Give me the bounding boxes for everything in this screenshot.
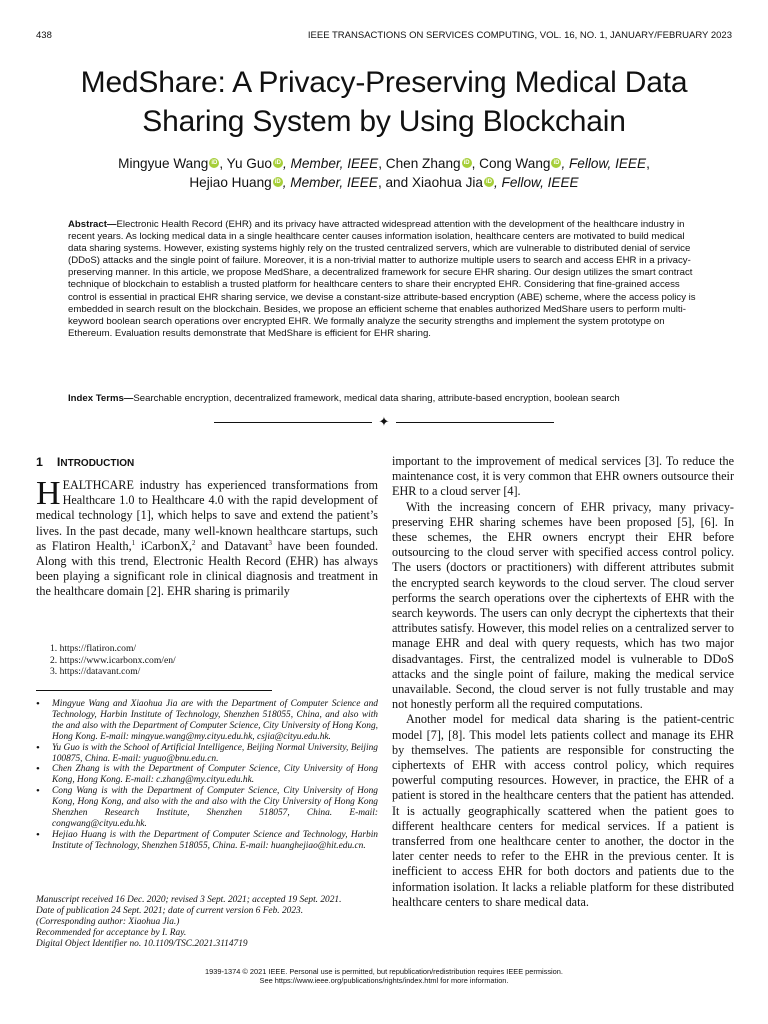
author-line-2 bbox=[40, 173, 728, 192]
footnote-ref[interactable]: 3 bbox=[268, 538, 272, 547]
paragraph-text: and Datavant bbox=[195, 538, 269, 553]
author-separator: , bbox=[378, 156, 386, 171]
affiliation-item: • Mingyue Wang and Xiaohua Jia are with the Department of Computer Science and Technology, Harbin Institute of Technology, Shenzhen 518055, China, and also with the and also with the Department of Computer Science, City University of Hong Kong, Hong Kong. E-mail: mingyue.wang@my.cityu.edu.hk, csjia@cityu.edu.hk. bbox=[36, 699, 378, 743]
manuscript-info bbox=[36, 895, 378, 950]
divider-rule-left bbox=[214, 422, 372, 423]
intro-paragraph-2: important to the improvement of medical services [3]. To reduce the maintenance cost, it is very common that EHR owners outsource their EHR to a cloud server [4]. bbox=[392, 454, 734, 499]
manuscript-line: Digital Object Identifier no. 10.1109/TSC.2021.3114719 bbox=[36, 938, 248, 949]
footnote-link[interactable]: 1. https://flatiron.com/ bbox=[50, 643, 137, 654]
affiliation-item: • Hejiao Huang is with the Department of Computer Science and Technology, Harbin Institute of Technology, Shenzhen 518055, China. E-mail: huanghejiao@hit.edu.cn. bbox=[36, 830, 378, 852]
author-name: Cong Wang bbox=[479, 156, 551, 171]
divider-star-icon: ✦ bbox=[378, 414, 390, 429]
footnote-link[interactable]: 2. https://www.icarbonx.com/en/ bbox=[50, 654, 176, 666]
orcid-icon[interactable]: iD bbox=[275, 160, 281, 166]
drop-cap: H bbox=[36, 475, 61, 512]
manuscript-line: Manuscript received 16 Dec. 2020; revised 3 Sept. 2021; accepted 19 Sept. 2021. bbox=[36, 895, 342, 905]
smallcaps-word: EALTHCARE bbox=[62, 478, 134, 492]
index-terms-label: Index Terms— bbox=[68, 393, 134, 404]
abstract-text: Electronic Health Record (EHR) and its privacy have attracted widespread attention with the development of the healthcare industry in recent years. As locking medical data in a single healthcare center causes information isolation, healthcare centers are motivated to build medical data sharing systems. However, existing systems highly rely on the trusted centralized servers, which are vulnerable to distributed denial of service (DDoS) attacks and the single point of failure. Moreover, it is a non-trivial matter to authorize multiple users to search and access EHR in a privacy-preserving manner. In this article, we propose MedShare, a decentralized framework for secure EHR sharing. Our design utilizes the smart contract technique of blockchain to establish a trusted platform for healthcare centers to share their encrypted EHR. Considering that fine-grained access control is essential in practical EHR sharing service, we devise a constant-size attribute-based encryption (ABE) scheme, where the access policy is embedded in search result on the blockchain. Besides, we propose an efficient scheme that enables authorized MedShare users to perform multi-keyword boolean search operations over encrypted EHR. We formally analyze the security strengths and implement the system prototype on Ethereum. Evaluation results demonstrate that MedShare is efficient for EHR sharing. bbox=[68, 219, 696, 339]
section-title-initial: I bbox=[56, 455, 61, 469]
intro-paragraph-4: Another model for medical data sharing is the patient-centric model [7], [8]. This model lets patients collect and manage its EHR by themselves. The patients are responsible for constructing the ciphertexts of EHR with access control policy, which requires powerful computing resources. However, in practice, the EHR of a patient is stored in the healthcare centers that the patient has attended. It is actually geographically scattered when the patient goes to different healthcare centers for medical services. If a patient is transferred from one healthcare center to another, the doctor in the later center needs to refer to the EHR in the previous center. It is inefficient to access EHR for both doctors and patients due to the information isolation. It lacks a reliable platform for these distributed healthcare centers to share medical data. bbox=[392, 712, 734, 909]
copyright-notice bbox=[0, 967, 768, 985]
affiliation-item: • Cong Wang is with the Department of Computer Science, City University of Hong Kong, Hong Kong, and also with the and also with the City University of Hong Kong Shenzhen Research Institute, Shenzhen 518057, China. E-mail: congwang@cityu.edu.hk. bbox=[36, 786, 378, 830]
author-role: , Member, IEEE bbox=[283, 156, 379, 171]
author-separator: , bbox=[219, 156, 227, 171]
orcid-icon[interactable]: iD bbox=[553, 160, 560, 166]
footnote-link[interactable]: 3. https://datavant.com/ bbox=[50, 666, 141, 677]
copyright-line-2[interactable]: See https://www.ieee.org/publications/rights/index.html for more information. bbox=[259, 976, 509, 985]
section-heading bbox=[36, 455, 378, 470]
author-separator: , bbox=[646, 156, 650, 171]
paper-title bbox=[30, 63, 738, 141]
left-column bbox=[36, 455, 378, 600]
section-divider bbox=[214, 414, 554, 430]
author-name: Chen Zhang bbox=[385, 156, 461, 171]
affiliation-item: • Chen Zhang is with the Department of Computer Science, City University of Hong Kong, Hong Kong. E-mail: c.zhang@my.cityu.edu.hk. bbox=[36, 764, 378, 786]
orcid-icon[interactable]: iD bbox=[486, 179, 492, 185]
author-role: , Fellow, IEEE bbox=[494, 175, 579, 190]
abstract-label: Abstract— bbox=[68, 219, 117, 230]
manuscript-line: (Corresponding author: Xiaohua Jia.) bbox=[36, 916, 180, 927]
title-line-2: Sharing System by Using Blockchain bbox=[142, 105, 626, 138]
intro-paragraph-3: With the increasing concern of EHR privacy, many privacy-preserving EHR sharing schemes have been proposed [5], [6]. In these schemes, the EHR owners encrypt their EHR before outsourcing to the cloud server with specified access control policy. The users (doctors or practitioners) with different attributes submit the encrypted search keywords to the cloud server. The cloud server performs the search operations over the ciphertexts of EHR with the search keywords. The users can only decrypt the ciphertexts that their attributes satisfy. However, this model relies on a centralized server to manage EHR and deal with query requests, which has two major disadvantages. First, the centralized model is vulnerable to DDoS attacks and the single point of failure, making the medical service unavailable. Second, the cloud server is not fully trustable and may not honestly perform all the required computations. bbox=[392, 499, 734, 712]
orcid-icon[interactable]: iD bbox=[463, 160, 470, 166]
affiliation-item: • Yu Guo is with the School of Artificial Intelligence, Beijing Normal University, Beijing 100875, China. E-mail: yuguo@bnu.edu.cn. bbox=[36, 743, 378, 765]
author-name: Yu Guo bbox=[226, 156, 272, 171]
author-name: Hejiao Huang bbox=[189, 175, 272, 190]
author-separator: , bbox=[471, 156, 480, 171]
divider-rule-right bbox=[396, 422, 554, 423]
author-separator: , and bbox=[377, 175, 412, 190]
author-role: , Member, IEEE bbox=[282, 175, 378, 190]
orcid-icon[interactable]: iD bbox=[211, 160, 218, 166]
paragraph-text: have been founded. Along with this trend, Electronic Health Record (EHR) has always been playing a significant role in clinical diagnosis and treatment in the healthcare domain [2]. EHR sharing is primarily bbox=[36, 538, 378, 599]
footnote-rule bbox=[36, 690, 272, 691]
intro-paragraph-1 bbox=[36, 475, 378, 600]
paragraph-text: iCarbonX, bbox=[135, 538, 192, 553]
footnote-ref[interactable]: 2 bbox=[191, 538, 196, 547]
author-name: Xiaohua Jia bbox=[411, 175, 483, 190]
author-list bbox=[40, 154, 728, 192]
manuscript-line: Date of publication 24 Sept. 2021; date of current version 6 Feb. 2023. bbox=[36, 905, 304, 916]
running-header bbox=[36, 30, 732, 44]
index-terms-text: Searchable encryption, decentralized framework, medical data sharing, attribute-based encryption, boolean search bbox=[133, 393, 620, 404]
footnotes bbox=[50, 643, 370, 678]
author-role: , Fellow, IEEE bbox=[561, 156, 647, 171]
page-number: 438 bbox=[36, 30, 52, 41]
index-terms bbox=[68, 393, 700, 405]
section-title-rest: NTRODUCTION bbox=[60, 458, 135, 469]
orcid-icon[interactable]: iD bbox=[274, 179, 281, 185]
title-line-1: MedShare: A Privacy-Preserving Medical Data bbox=[80, 66, 688, 99]
abstract bbox=[68, 219, 700, 340]
author-line-1 bbox=[40, 154, 728, 173]
journal-header: IEEE TRANSACTIONS ON SERVICES COMPUTING, VOL. 16, NO. 1, JANUARY/FEBRUARY 2023 bbox=[307, 30, 732, 41]
right-column bbox=[392, 454, 734, 910]
author-name: Mingyue Wang bbox=[118, 156, 209, 171]
footnote-ref[interactable]: 1 bbox=[131, 538, 136, 547]
affiliations bbox=[36, 699, 378, 852]
section-number: 1 bbox=[36, 455, 43, 469]
copyright-line-1: 1939-1374 © 2021 IEEE. Personal use is permitted, but republication/redistribution requires IEEE permission. bbox=[205, 967, 563, 976]
manuscript-line: Recommended for acceptance by I. Ray. bbox=[36, 927, 187, 938]
paragraph-text: industry has experienced transformations from Healthcare 1.0 to Healthcare 4.0 with the rapid development of medical technology [1], which helps to save and extend the patient’s lives. In the past decade, many well-known healthcare startups, such as Flatiron Health, bbox=[36, 478, 378, 553]
